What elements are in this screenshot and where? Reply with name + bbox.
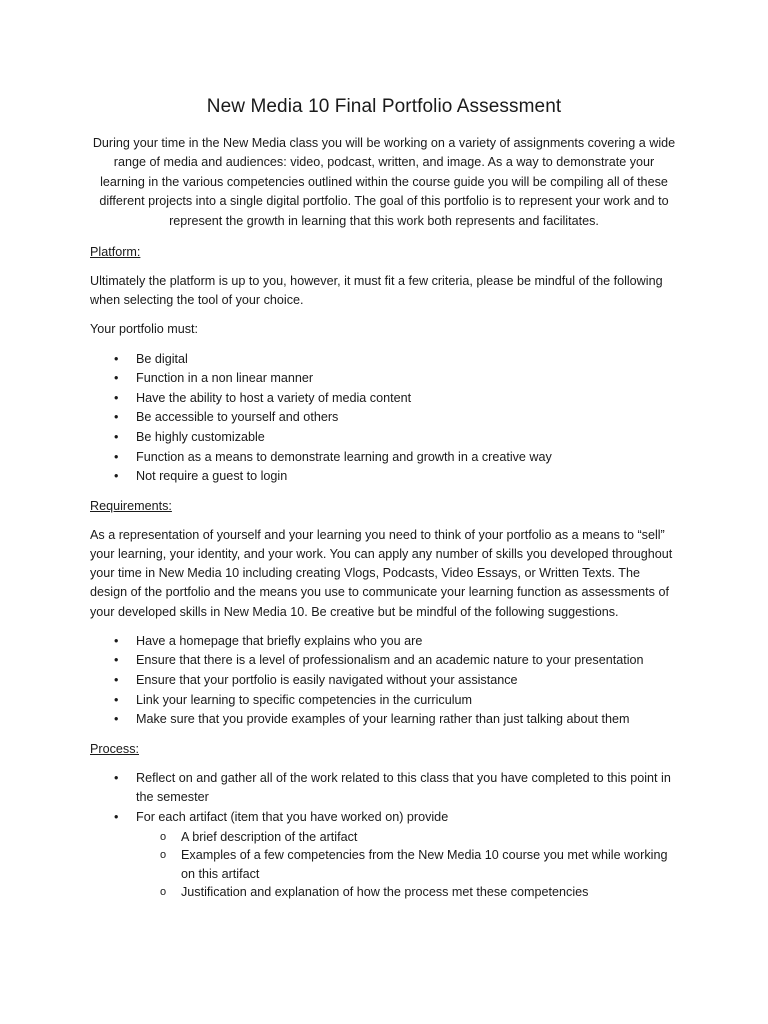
platform-heading: Platform: <box>90 245 141 260</box>
platform-criteria-list <box>90 350 678 487</box>
bullet-icon: • <box>114 390 119 405</box>
list-item-text: Function as a means to demonstrate learning and growth in a creative way <box>136 449 552 464</box>
bullet-icon: • <box>114 449 119 464</box>
intro-paragraph: During your time in the New Media class you will be working on a variety of assignments covering a wide range of media and audiences: video, podcast, written, and image. As a way to demonstrate your learning in the various competencies outlined within the course guide you will be compiling all of these different projects into a single digital portfolio. The goal of this portfolio is to represent your work and to represent the growth in learning that this work both represents and facilitates. <box>92 136 676 228</box>
circle-bullet-icon: o <box>160 849 167 862</box>
sub-list-item <box>136 828 678 847</box>
list-item-text: Have the ability to host a variety of media content <box>136 390 412 405</box>
list-item-text: Link your learning to specific competencies in the curriculum <box>136 692 472 707</box>
list-item-text: Ensure that your portfolio is easily navigated without your assistance <box>136 673 518 687</box>
sub-list-item-text: A brief description of the artifact <box>181 829 358 844</box>
list-item <box>90 808 678 902</box>
list-item-text: Be digital <box>136 351 188 366</box>
list-item <box>90 651 678 671</box>
bullet-icon: • <box>114 351 119 366</box>
list-item <box>90 408 678 428</box>
list-item <box>90 428 678 448</box>
bullet-icon: • <box>114 410 119 425</box>
circle-bullet-icon: o <box>160 886 167 899</box>
list-item <box>90 448 678 468</box>
list-item <box>90 389 678 409</box>
process-steps-list <box>90 769 678 902</box>
bullet-icon: • <box>114 673 119 687</box>
list-item <box>90 632 678 652</box>
requirements-heading: Requirements: <box>90 498 172 513</box>
list-item-text: Reflect on and gather all of the work related to this class that you have completed to this point in the semester <box>136 770 671 805</box>
bullet-icon: • <box>114 809 119 824</box>
list-item-text: Be accessible to yourself and others <box>136 410 339 425</box>
sub-list-item-text: Examples of a few competencies from the New Media 10 course you met while working on this artifact <box>181 848 668 881</box>
process-heading: Process: <box>90 741 139 756</box>
list-item-text: Ensure that there is a level of professionalism and an academic nature to your presentation <box>136 653 644 668</box>
bullet-icon: • <box>114 692 119 707</box>
list-item-text: Have a homepage that briefly explains who you are <box>136 633 423 648</box>
requirements-paragraph: As a representation of yourself and your learning you need to think of your portfolio as a means to “sell” your learning, your identity, and your work. You can apply any number of skills you developed throughout your time in New Media 10 including creating Vlogs, Podcasts, Video Essays, or Written Texts. The design of the portfolio and the means you use to communicate your learning function as assessments of your developed skills in New Media 10. Be creative but be mindful of the following suggestions. <box>90 527 673 619</box>
list-item <box>90 710 678 730</box>
list-item <box>90 671 678 691</box>
list-item-text: Make sure that you provide examples of your learning rather than just talking about them <box>136 712 630 727</box>
sub-list-item-text: Justification and explanation of how the process met these competencies <box>181 885 589 900</box>
requirements-suggestions-list <box>90 632 678 730</box>
list-item-text: Not require a guest to login <box>136 469 288 484</box>
list-item <box>90 691 678 711</box>
document-title: New Media 10 Final Portfolio Assessment <box>206 96 562 117</box>
bullet-icon: • <box>114 770 119 785</box>
sub-list-item <box>136 846 678 883</box>
list-item-text: Function in a non linear manner <box>136 371 314 386</box>
bullet-icon: • <box>114 712 119 727</box>
bullet-icon: • <box>114 633 119 648</box>
portfolio-must-lead: Your portfolio must: <box>90 322 199 337</box>
platform-paragraph: Ultimately the platform is up to you, however, it must fit a few criteria, please be mindful of the following when selecting the tool of your choice. <box>90 274 663 308</box>
bullet-icon: • <box>114 469 119 484</box>
list-item <box>90 350 678 370</box>
list-item-text: Be highly customizable <box>136 430 265 445</box>
bullet-icon: • <box>114 653 119 668</box>
list-item <box>90 369 678 389</box>
list-item-text: For each artifact (item that you have worked on) provide <box>136 809 449 824</box>
list-item <box>90 769 678 808</box>
artifact-sublist <box>136 828 678 902</box>
list-item <box>90 467 678 487</box>
bullet-icon: • <box>114 371 119 386</box>
circle-bullet-icon: o <box>160 830 167 843</box>
sub-list-item <box>136 883 678 902</box>
bullet-icon: • <box>114 430 119 445</box>
